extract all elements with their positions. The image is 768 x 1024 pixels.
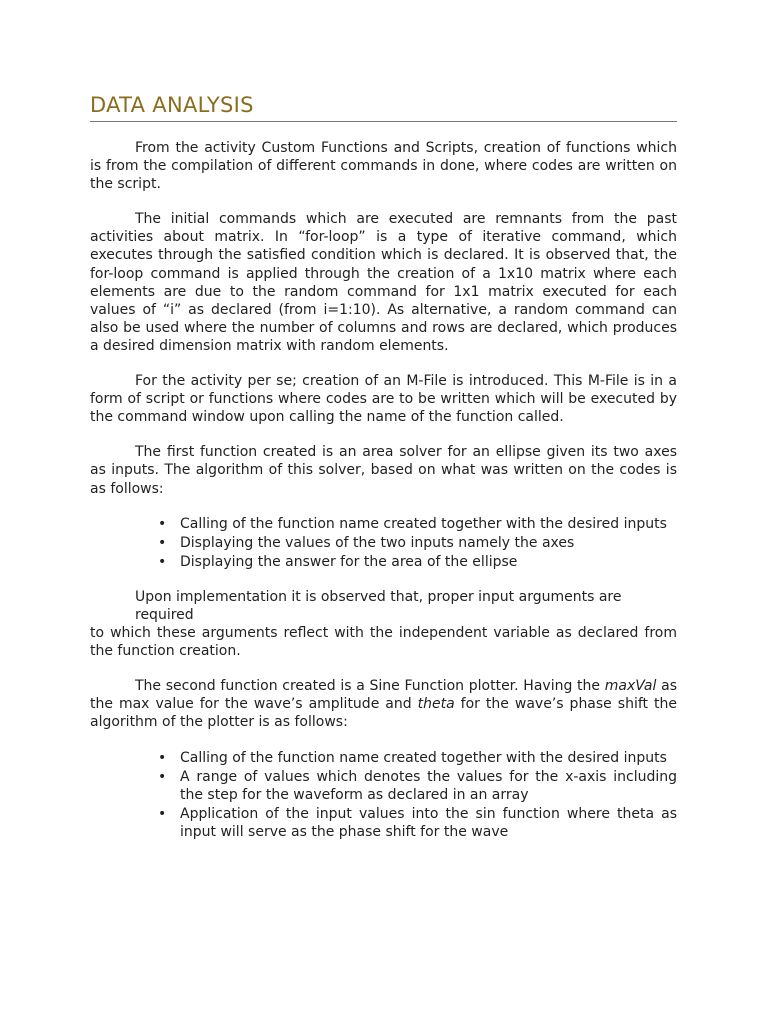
list-item: • A range of values which denotes the values for the x-axis including the step for the waveform as declared in an array [180, 768, 677, 804]
heading-rule [90, 121, 677, 122]
section-heading: DATA ANALYSIS [90, 93, 254, 117]
paragraph-1: From the activity Custom Functions and Scripts, creation of functions which is from the compilation of different commands in done, where codes are written on the script. [90, 140, 677, 193]
paragraph-5-continuation: to which these arguments reflect with the independent variable as declared from the function creation. [90, 625, 677, 660]
list-item: • Calling of the function name created together with the desired inputs [180, 515, 677, 533]
paragraph-6-text-c: for the wave’s phase shift the algorithm of the plotter is as follows: [90, 696, 677, 731]
paragraph-6-text-b: as the max value for the wave’s amplitude and [90, 678, 677, 713]
paragraph-5 [90, 588, 677, 660]
paragraph-5-line-2: required [135, 606, 194, 623]
list-item: • Displaying the values of the two inputs namely the axes [180, 534, 677, 552]
maxval-term: maxVal [604, 678, 657, 695]
paragraph-6 [90, 677, 677, 731]
algorithm-list-2 [90, 749, 677, 841]
list-item: • Application of the input values into the sin function where theta as input will serve as the phase shift for the wave [180, 805, 677, 841]
paragraph-5-line-1: Upon implementation it is observed that, proper input arguments are [135, 588, 622, 605]
paragraph-6-text-a: The second function created is a Sine Function plotter. Having the [135, 678, 605, 695]
list-item: • Displaying the answer for the area of the ellipse [180, 553, 677, 571]
theta-term: theta [417, 696, 455, 713]
document-body [90, 139, 677, 858]
paragraph-3: For the activity per se; creation of an M-File is introduced. This M-File is in a form of script or functions where codes are to be written which will be executed by the command window upon calling the name of the function called. [90, 373, 677, 426]
paragraph-2: The initial commands which are executed are remnants from the past activities about matrix. In “for-loop” is a type of iterative command, which executes through the satisfied condition which is declared. It is observed that, the for-loop command is applied through the creation of a 1x10 matrix where each elements are due to the random command for 1x1 matrix executed for each values of “i” as declared (from i=1:10). As alternative, a random command can also be used where the number of columns and rows are declared, which produces a desired dimension matrix with random elements. [90, 211, 677, 354]
algorithm-list-1 [90, 515, 677, 571]
list-item: • Calling of the function name created together with the desired inputs [180, 749, 677, 767]
paragraph-4: The first function created is an area solver for an ellipse given its two axes as inputs. The algorithm of this solver, based on what was written on the codes is as follows: [90, 444, 677, 497]
